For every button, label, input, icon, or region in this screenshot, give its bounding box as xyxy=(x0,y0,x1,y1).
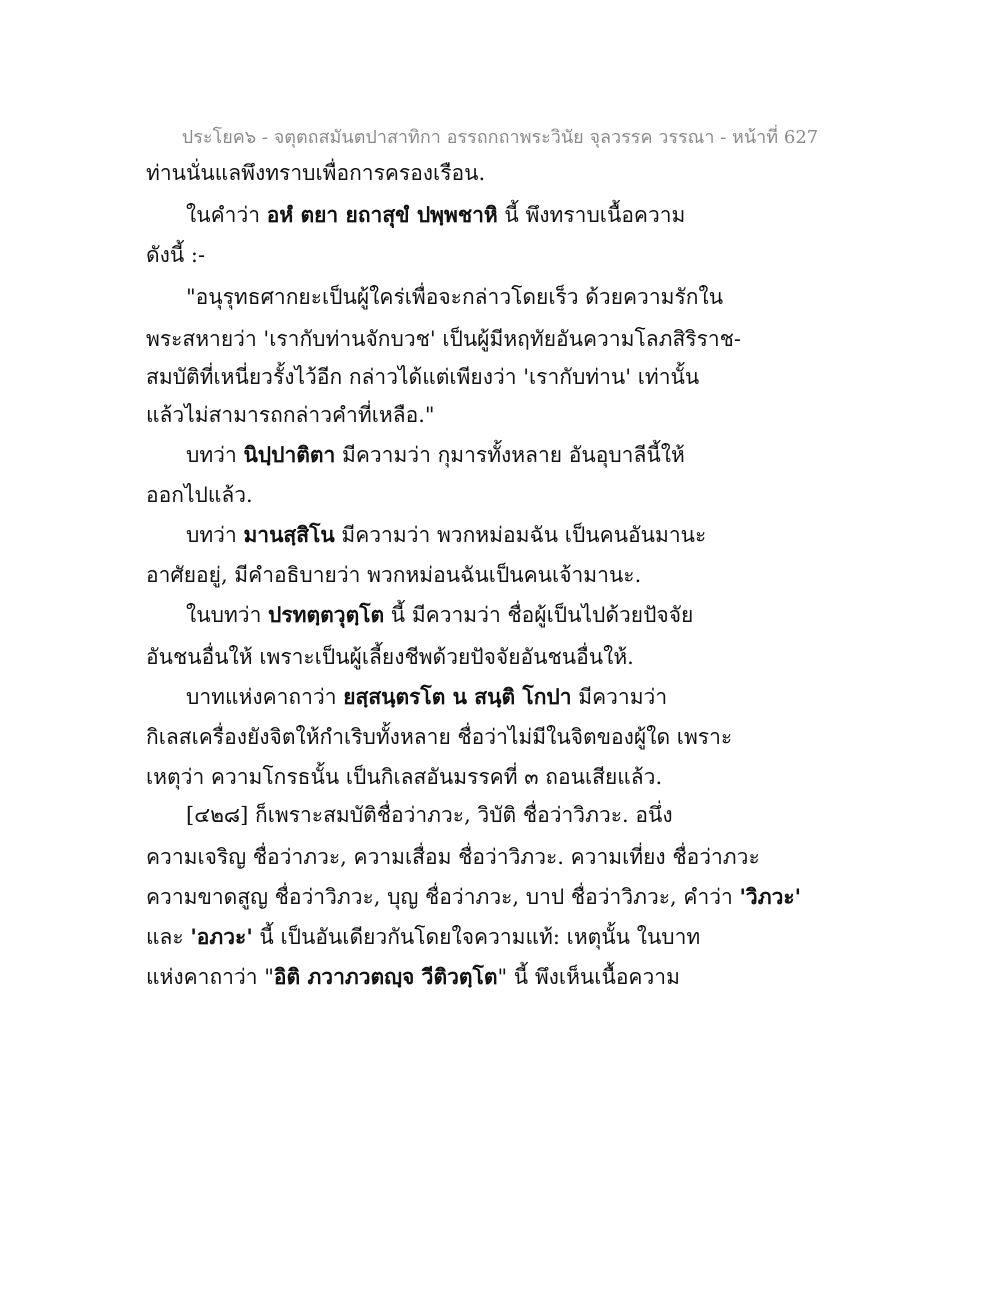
text-line-18 xyxy=(146,844,926,870)
text-line-5 xyxy=(146,326,926,352)
text-line-6 xyxy=(146,364,926,390)
text-segment: สมบัติที่เหนี่ยวรั้งไว้อีก กล่าวได้แต่เพียงว่า 'เรากับท่าน' เท่านั้น xyxy=(146,365,700,389)
text-line-9 xyxy=(146,482,926,508)
pali-term: 'วิภวะ' xyxy=(739,884,802,909)
pali-term: ปรทตฺตวุตฺโต xyxy=(268,602,385,627)
text-segment: นี้ เป็นอันเดียวกันโดยใจความแท้: เหตุนั้น ในบาท xyxy=(252,925,701,949)
text-line-17 xyxy=(186,802,966,828)
text-segment: "อนุรุทธศากยะเป็นผู้ใคร่เพื่อจะกล่าวโดยเร็ว ด้วยความรักใน xyxy=(186,285,724,309)
text-segment: แล้วไม่สามารถกล่าวคำที่เหลือ." xyxy=(146,403,435,427)
pali-term: 'อภวะ' xyxy=(190,924,253,949)
text-segment: ความเจริญ ชื่อว่าภวะ, ความเสื่อม ชื่อว่าวิภวะ. ความเที่ยง ชื่อว่าภวะ xyxy=(146,845,760,869)
text-segment: พระสหายว่า 'เรากับท่านจักบวช' เป็นผู้มีหฤทัยอันความโลภสิริราช- xyxy=(146,327,741,351)
text-line-8 xyxy=(186,442,966,468)
text-line-21 xyxy=(146,964,926,990)
text-segment: บาทแห่งคาถาว่า xyxy=(186,685,344,709)
text-line-12 xyxy=(186,602,966,628)
text-segment: อาศัยอยู่, มีคำอธิบายว่า พวกหม่อนฉันเป็นคนเจ้ามานะ. xyxy=(146,563,642,587)
text-segment: ในบทว่า xyxy=(186,603,269,627)
pali-term: อหํ ตยา ยถาสุขํ ปพฺพชาหิ xyxy=(266,202,498,227)
text-line-16 xyxy=(146,764,926,790)
pali-term: มานสฺสิโน xyxy=(243,522,335,547)
text-segment: ท่านนั่นแลพึงทราบเพื่อการครองเรือน. xyxy=(146,161,486,185)
text-segment: ออกไปแล้ว. xyxy=(146,483,253,507)
text-line-10 xyxy=(186,522,966,548)
text-segment: [๔๒๘] ก็เพราะสมบัติชื่อว่าภวะ, วิบัติ ชื่อว่าวิภวะ. อนึ่ง xyxy=(186,803,673,827)
text-line-2 xyxy=(186,202,966,228)
text-segment: นี้ พึงทราบเนื้อความ xyxy=(497,203,686,227)
text-segment: บทว่า xyxy=(186,443,244,467)
text-segment: ในคำว่า xyxy=(186,203,267,227)
text-segment: มีความว่า พวกหม่อมฉัน เป็นคนอันมานะ xyxy=(334,523,707,547)
text-line-13 xyxy=(146,644,926,670)
text-segment: บทว่า xyxy=(186,523,244,547)
text-segment: นี้ มีความว่า ชื่อผู้เป็นไปด้วยปัจจัย xyxy=(384,603,694,627)
text-line-19 xyxy=(146,884,926,910)
text-segment: ดังนี้ :- xyxy=(146,243,206,267)
text-line-15 xyxy=(146,724,926,750)
text-segment: เหตุว่า ความโกรธนั้น เป็นกิเลสอันมรรคที่ ๓ ถอนเสียแล้ว. xyxy=(146,765,663,789)
text-segment: มีความว่า xyxy=(571,685,668,709)
text-line-3 xyxy=(146,242,926,268)
text-segment: มีความว่า กุมารทั้งหลาย อันอุบาลีนี้ให้ xyxy=(335,443,685,467)
pali-term: อิติ ภวาภวตญฺจ วีติวตฺโต xyxy=(273,964,498,989)
pali-term: ยสฺสนฺตรโต น สนฺติ โกปา xyxy=(343,684,572,709)
text-line-7 xyxy=(146,402,926,428)
pali-term: นิปฺปาติตา xyxy=(243,442,336,467)
text-segment: อันชนอื่นให้ เพราะเป็นผู้เลี้ยงชีพด้วยปัจจัยอันชนอื่นให้. xyxy=(146,645,634,669)
page-header: ประโยค๖ - จตุตถสมันตปาสาทิกา อรรถกถาพระวินัย จุลวรรค วรรณา - หน้าที่ 627 xyxy=(181,127,819,148)
text-segment: " นี้ พึงเห็นเนื้อความ xyxy=(497,965,680,989)
text-line-4 xyxy=(186,284,966,310)
text-segment: แห่งคาถาว่า " xyxy=(146,965,274,989)
text-line-1 xyxy=(146,160,926,186)
text-segment: กิเลสเครื่องยังจิตให้กำเริบทั้งหลาย ชื่อว่าไม่มีในจิตของผู้ใด เพราะ xyxy=(146,725,733,749)
text-line-14 xyxy=(186,684,966,710)
text-line-11 xyxy=(146,562,926,588)
text-segment: และ xyxy=(146,925,191,949)
text-segment: ความขาดสูญ ชื่อว่าวิภวะ, บุญ ชื่อว่าภวะ, บาป ชื่อว่าวิภวะ, คำว่า xyxy=(146,885,740,909)
text-line-20 xyxy=(146,924,926,950)
